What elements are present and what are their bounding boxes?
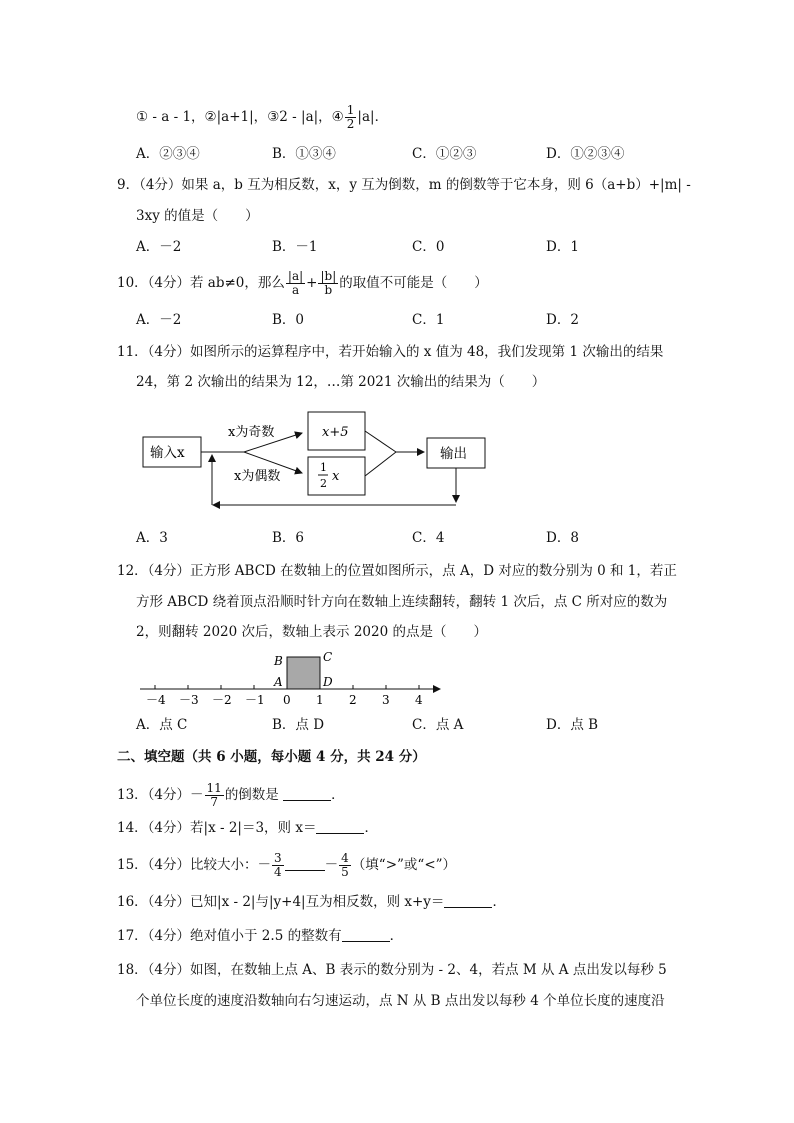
q8-choices	[136, 104, 388, 131]
q15	[117, 852, 456, 879]
q9-option-a[interactable]: A．－2	[136, 239, 182, 255]
q18-line-2: 个单位长度的速度沿数轴向右匀速运动，点 N 从 B 点出发以每秒 4 个单位长度的速度沿	[136, 993, 665, 1009]
axis-tick-label: 3	[382, 693, 390, 707]
q8-option-d[interactable]: D．①②③④	[546, 146, 625, 162]
q16	[117, 892, 506, 912]
flow-output-label: 输出	[440, 446, 467, 462]
q8-choice-4-suffix: |a|．	[357, 109, 389, 125]
q17	[117, 926, 403, 946]
flow-input-label: 输入x	[150, 445, 185, 461]
q9-option-d[interactable]: D．1	[546, 239, 579, 255]
q18-line-1: 18．（4分）如图，在数轴上点 A、B 表示的数分别为 - 2、4，若点 M 从 A 点出发以每秒 5	[117, 962, 667, 978]
q8-choice-3: ③2 - |a|，	[267, 109, 332, 125]
q15-fraction-1: $\frac{3}{4}$	[274, 851, 282, 879]
q8-option-c[interactable]: C．①②③	[412, 146, 477, 162]
flow-box-half-var: x	[332, 469, 340, 484]
flow-odd-label: x为奇数	[228, 425, 275, 440]
q10-option-a[interactable]: A．－2	[136, 312, 182, 328]
axis-tick-label: 4	[415, 693, 423, 707]
q14-answer-blank[interactable]	[316, 819, 364, 834]
q10-stem	[117, 270, 488, 297]
square-abcd	[287, 657, 320, 689]
q13-suffix: 的倒数是	[224, 787, 279, 803]
q10-fraction-b: $\frac{|b|}{b}$	[320, 269, 337, 297]
q14	[117, 818, 378, 838]
q10-prefix: 10．（4分）若 ab≠0，那么	[117, 275, 285, 291]
q8-choice-4-prefix: ④	[331, 109, 344, 125]
q10-plus: +	[306, 275, 318, 291]
q10-option-d[interactable]: D．2	[546, 312, 579, 328]
q8-choice-2: ②|a+1|，	[204, 109, 268, 125]
q10-option-c[interactable]: C．1	[412, 312, 445, 328]
q11-line-1: 11．（4分）如图所示的运算程序中，若开始输入的 x 值为 48，我们发现第 1 次输出的结果	[117, 344, 664, 360]
q12-option-c[interactable]: C．点 A	[412, 717, 464, 733]
q15-fraction-2: $\frac{4}{5}$	[341, 851, 349, 879]
q9-option-c[interactable]: C．0	[412, 239, 445, 255]
q8-option-b[interactable]: B．①③④	[272, 146, 336, 162]
q14-end: ．	[364, 820, 378, 836]
label-b: B	[274, 654, 283, 668]
axis-tick-label: －4	[146, 693, 166, 707]
q12-line-3: 2，则翻转 2020 次后，数轴上表示 2020 的点是（ ）	[136, 624, 487, 640]
q16-end: ．	[492, 894, 506, 910]
q15-mid: －	[324, 857, 339, 873]
q9-option-b[interactable]: B．－1	[272, 239, 318, 255]
section-2-heading: 二、填空题（共 6 小题，每小题 4 分，共 24 分）	[117, 749, 426, 765]
q16-answer-blank[interactable]	[444, 893, 492, 908]
label-a: A	[274, 675, 283, 689]
q8-choice-1: ① - a - 1，	[136, 109, 205, 125]
flow-box-half-den: 2	[320, 477, 327, 490]
q13-fraction: $\frac{11}{7}$	[206, 781, 222, 809]
q15-answer-blank[interactable]	[285, 856, 325, 871]
q12-line-2: 方形 ABCD 绕着顶点沿顺时针方向在数轴上连续翻转，翻转 1 次后，点 C 所对应的数为	[136, 594, 668, 610]
flow-box-add5-label: x+5	[322, 425, 349, 440]
axis-tick-label: 2	[349, 693, 357, 707]
q10-option-b[interactable]: B．0	[272, 312, 305, 328]
q12-option-d[interactable]: D．点 B	[546, 717, 599, 733]
q11-option-c[interactable]: C．4	[412, 530, 445, 546]
q9-line-2: 3xy 的值是（ ）	[136, 208, 259, 224]
q11-option-d[interactable]: D．8	[546, 530, 579, 546]
label-c: C	[323, 650, 333, 664]
q17-end: ．	[389, 928, 404, 944]
q11-flowchart	[130, 405, 500, 520]
q16-prefix: 16．（4分）已知|x - 2|与|y+4|互为相反数，则 x+y＝	[117, 894, 445, 910]
q17-prefix: 17．（4分）绝对值小于 2.5 的整数有	[117, 928, 342, 944]
q13-prefix: 13．（4分）－	[117, 787, 204, 803]
axis-tick-label: －2	[212, 693, 232, 707]
q17-answer-blank[interactable]	[342, 927, 390, 942]
q10-fraction-a: $\frac{|a|}{a}$	[287, 269, 304, 297]
q8-fraction: $\frac{1}{2}$	[346, 103, 355, 131]
label-d: D	[323, 675, 333, 689]
axis-tick-label: －3	[179, 693, 199, 707]
q11-option-b[interactable]: B．6	[272, 530, 305, 546]
q12-line-1: 12．（4分）正方形 ABCD 在数轴上的位置如图所示，点 A，D 对应的数分别为 0 和 1，若正	[117, 563, 677, 579]
q12-option-a[interactable]: A．点 C	[136, 717, 188, 733]
axis-tick-label: －1	[245, 693, 265, 707]
q12-number-line	[135, 648, 455, 710]
q15-suffix: （填“>”或“<”）	[351, 857, 457, 873]
flow-even-label: x为偶数	[234, 469, 281, 484]
q14-prefix: 14．（4分）若|x - 2|＝3，则 x＝	[117, 820, 317, 836]
flow-box-half-num: 1	[320, 461, 327, 474]
q11-option-a[interactable]: A．3	[136, 530, 168, 546]
q13-end: ．	[331, 787, 345, 803]
q12-option-b[interactable]: B．点 D	[272, 717, 325, 733]
q8-option-a[interactable]: A．②③④	[136, 146, 200, 162]
q11-line-2: 24，第 2 次输出的结果为 12，…第 2021 次输出的结果为（ ）	[136, 374, 546, 390]
axis-tick-label: 1	[316, 693, 324, 707]
axis-tick-label: 0	[283, 693, 291, 707]
q13-answer-blank[interactable]	[283, 786, 331, 801]
q13	[117, 782, 345, 809]
q9-line-1: 9．（4分）如果 a，b 互为相反数，x，y 互为倒数，m 的倒数等于它本身，则 6（a+b）+|m| -	[117, 177, 691, 193]
q15-prefix: 15．（4分）比较大小：－	[117, 857, 272, 873]
q10-suffix: 的取值不可能是（ ）	[339, 275, 488, 291]
